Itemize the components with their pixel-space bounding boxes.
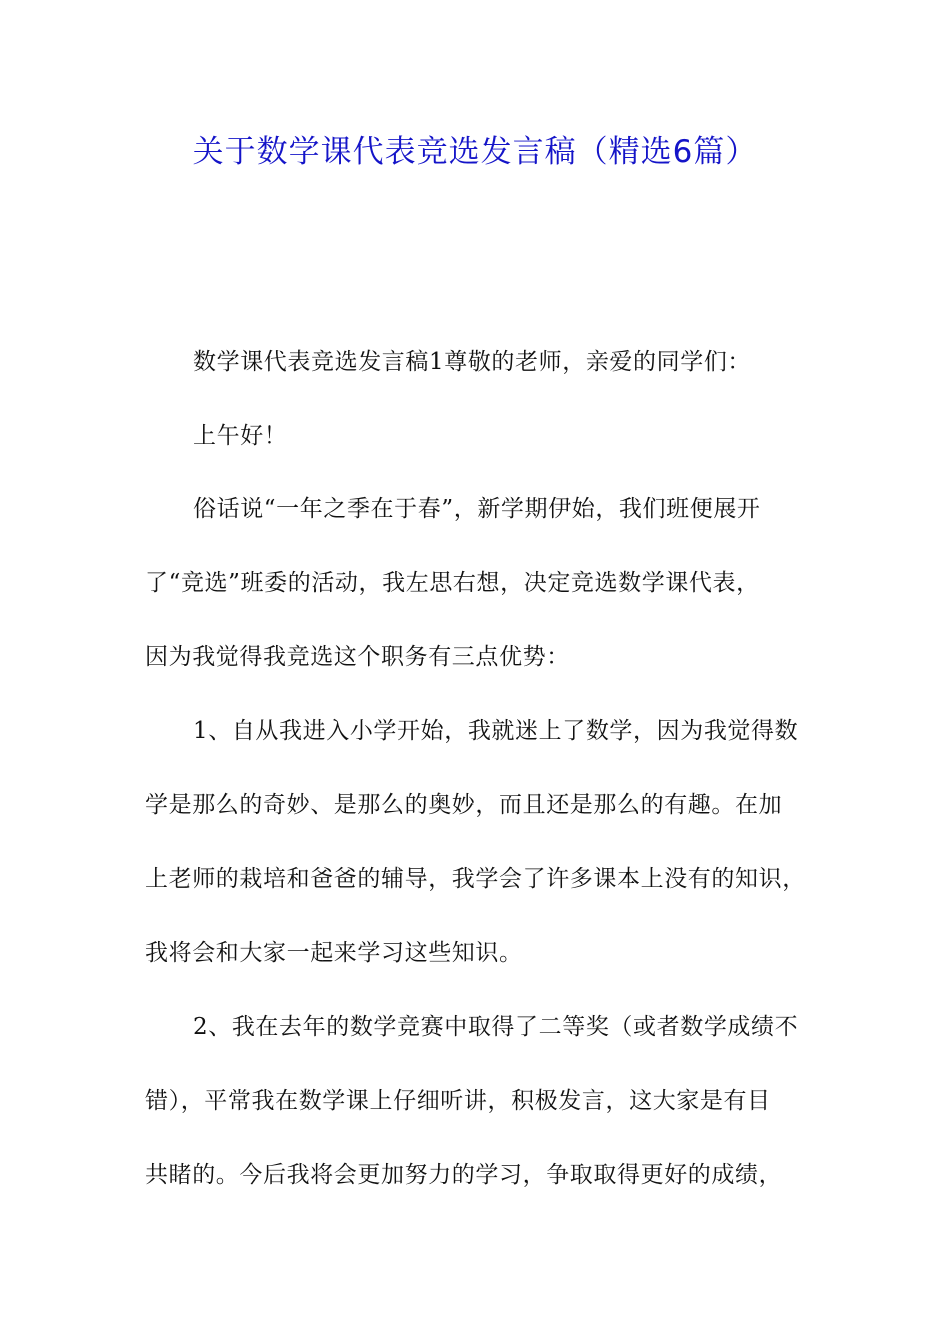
paragraph-line: 上午好！ bbox=[193, 423, 288, 449]
paragraph-line: 数学课代表竞选发言稿1尊敬的老师，亲爱的同学们： bbox=[193, 349, 752, 375]
document-title: 关于数学课代表竞选发言稿（精选6篇） bbox=[192, 134, 758, 170]
paragraph-line: 上老师的栽培和爸爸的辅导，我学会了许多课本上没有的知识， bbox=[145, 866, 806, 892]
paragraph-line: 我将会和大家一起来学习这些知识。 bbox=[145, 940, 523, 966]
paragraph-line: 了“竞选”班委的活动，我左思右想，决定竞选数学课代表， bbox=[145, 570, 760, 596]
paragraph-line: 1、自从我进入小学开始，我就迷上了数学，因为我觉得数 bbox=[193, 718, 799, 744]
paragraph-line: 2、我在去年的数学竞赛中取得了二等奖（或者数学成绩不 bbox=[193, 1014, 799, 1040]
paragraph-line: 共睹的。今后我将会更加努力的学习，争取取得更好的成绩， bbox=[145, 1162, 783, 1188]
paragraph-line: 学是那么的奇妙、是那么的奥妙，而且还是那么的有趣。在加 bbox=[145, 792, 783, 818]
paragraph-line: 错），平常我在数学课上仔细听讲，积极发言，这大家是有目 bbox=[145, 1088, 771, 1114]
paragraph-line: 俗话说“一年之季在于春”，新学期伊始，我们班便展开 bbox=[193, 496, 761, 522]
paragraph-line: 因为我觉得我竞选这个职务有三点优势： bbox=[145, 644, 570, 670]
